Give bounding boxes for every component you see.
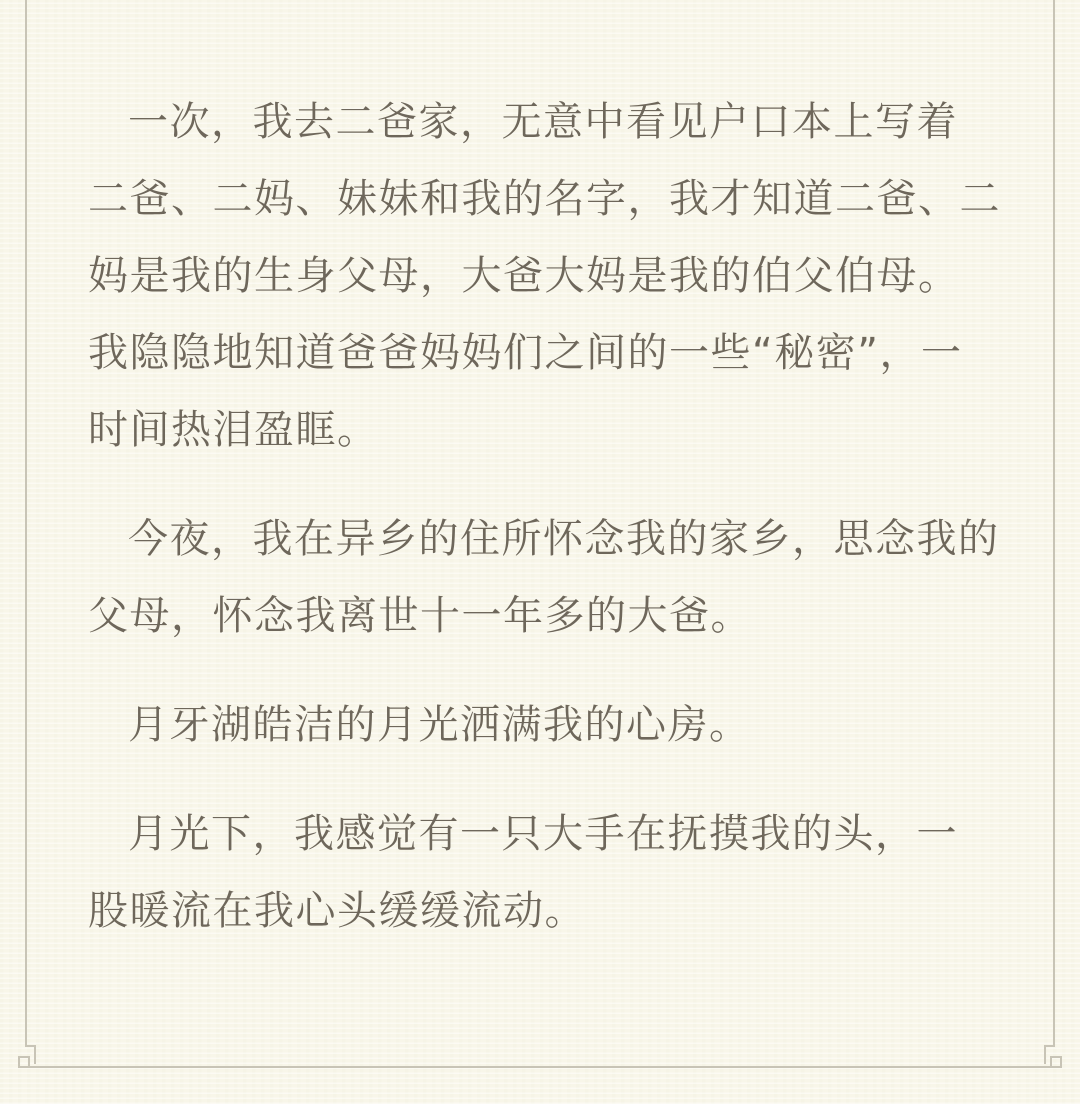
text-line: 父母，怀念我离世十一年多的大爸。: [88, 593, 752, 639]
paragraph: [88, 687, 993, 764]
frame-bottom-rule: [45, 1066, 1035, 1068]
text-line: 月光下，我感觉有一只大手在抚摸我的头，一: [128, 811, 958, 857]
text-line: 股暖流在我心头缓缓流动。: [88, 888, 586, 934]
corner-ornament-bottom-left-icon: [14, 1038, 47, 1071]
frame-right-rule: [1053, 0, 1055, 1046]
text-line: 二爸、二妈、妹妹和我的名字，我才知道二爸、二: [88, 176, 1001, 222]
text-line: 我隐隐地知道爸爸妈妈们之间的一些“秘密”，一: [88, 330, 963, 376]
article-body: [88, 84, 1001, 950]
paragraph: [88, 796, 993, 950]
text-line: 月牙湖皓洁的月光洒满我的心房。: [128, 702, 751, 748]
paragraph: [88, 84, 1001, 469]
text-line: 一次，我去二爸家，无意中看见户口本上写着: [128, 99, 958, 145]
text-line: 今夜，我在异乡的住所怀念我的家乡，思念我的: [128, 516, 1000, 562]
text-line: 妈是我的生身父母，大爸大妈是我的伯父伯母。: [88, 253, 960, 299]
frame-left-rule: [25, 0, 27, 1046]
paragraph: [88, 501, 1000, 655]
corner-ornament-bottom-right-icon: [1033, 1038, 1066, 1071]
text-line: 时间热泪盈眶。: [88, 407, 379, 453]
